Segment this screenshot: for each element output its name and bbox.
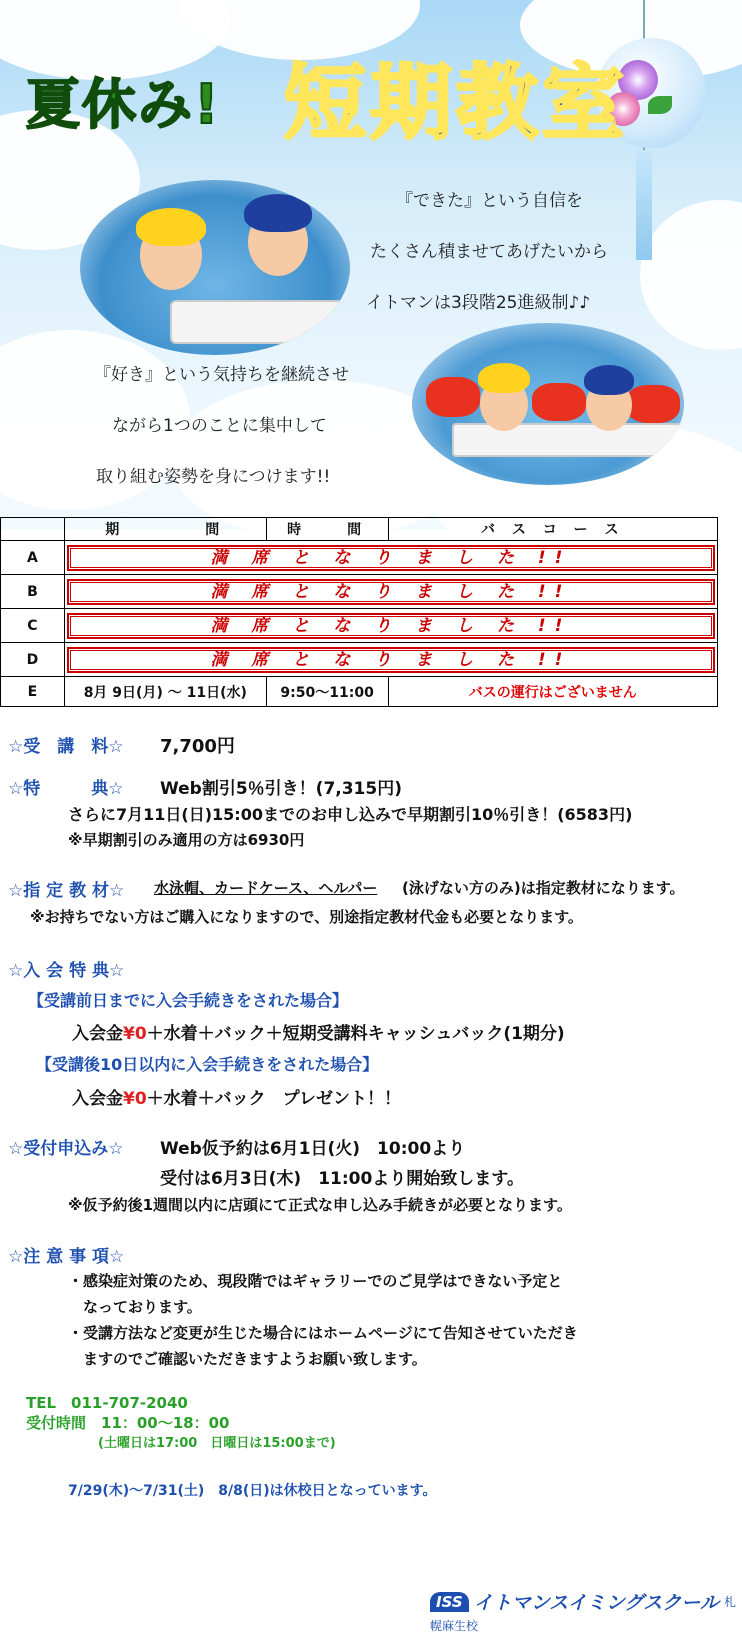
apply-line-3: ※仮予約後1週間以内に店頭にて正式な申し込み手続きが必要となります。 xyxy=(68,1196,572,1214)
row-label: E xyxy=(1,677,65,707)
apply-line-2: 受付は6月3日(木) 11:00より開始致します。 xyxy=(160,1169,524,1189)
materials-items: 水泳帽、カードケース、ヘルパー xyxy=(154,879,378,897)
notes-line-3: ・受講方法など変更が生じた場合にはホームページにて告知させていただき xyxy=(68,1324,578,1342)
hero-line-left-3: 取り組む姿勢を身につけます!! xyxy=(96,467,331,487)
apply-line-1: Web仮予約は6月1日(火) 10:00より xyxy=(160,1139,466,1159)
benefit-2-rest: ＋水着＋バック プレゼント！！ xyxy=(146,1089,401,1109)
sold-out-notice: 満 席 と な り ま し た !! xyxy=(67,579,715,605)
entry-fee-label: 入会金 xyxy=(72,1089,123,1109)
membership-benefit-1 xyxy=(72,1019,565,1044)
header-blank xyxy=(1,518,65,541)
table-row xyxy=(1,541,718,575)
row-label: A xyxy=(1,541,65,575)
header-bus: バ ス コ ー ス xyxy=(388,518,717,541)
notes-line-4: ますのでご確認いただきますようお願い致します。 xyxy=(68,1350,427,1368)
photo-kids-floaties xyxy=(412,323,684,485)
hero-line-left-1: 『好き』という気持ちを継続させ xyxy=(94,365,349,385)
materials-label: ☆指 定 教 材☆ xyxy=(8,881,125,901)
materials-note: ※お持ちでない方はご購入になりますので、別途指定教材代金も必要となります。 xyxy=(30,908,583,926)
hero-banner xyxy=(0,0,742,530)
notes-line-1: ・感染症対策のため、現段階ではギャラリーでのご見学はできない予定と xyxy=(68,1272,563,1290)
membership-label: ☆入 会 特 典☆ xyxy=(8,961,125,981)
photo-kids-pool xyxy=(80,180,350,355)
period-cell: 8月 9日(月) ～ 11日(水) xyxy=(64,677,266,707)
fee-label: ☆受 講 料☆ xyxy=(8,737,124,757)
fee-value: 7,700円 xyxy=(160,736,235,757)
time-cell: 9:50～11:00 xyxy=(266,677,388,707)
table-row xyxy=(1,643,718,677)
contact-hours: 受付時間 11：00～18：00 xyxy=(26,1414,230,1432)
benefit-1-rest: ＋水着＋バック＋短期受講料キャッシュバック(1期分) xyxy=(146,1024,565,1044)
title-summer: 夏休み! xyxy=(26,73,221,136)
full-cell xyxy=(64,643,717,677)
leaf-icon xyxy=(648,96,672,114)
special-line-2: さらに7月11日(日)15:00までのお申し込みで早期割引10％引き！(6583円) xyxy=(68,805,633,824)
sold-out-notice: 満 席 と な り ま し た !! xyxy=(67,613,715,639)
full-cell xyxy=(64,541,717,575)
table-row xyxy=(1,677,718,707)
special-label: ☆特 典☆ xyxy=(8,779,124,799)
entry-fee-zero: ¥0 xyxy=(123,1024,147,1044)
header-time: 時 間 xyxy=(266,518,388,541)
iss-logo-mark: ISS xyxy=(430,1592,469,1612)
sold-out-notice: 満 席 と な り ま し た !! xyxy=(67,545,715,571)
hero-line-right-1: 『できた』という自信を xyxy=(396,191,583,211)
schedule-table xyxy=(0,517,718,707)
row-label: C xyxy=(1,609,65,643)
entry-fee-label: 入会金 xyxy=(72,1024,123,1044)
page-title: 短期教室 xyxy=(284,56,629,151)
header-period: 期 間 xyxy=(64,518,266,541)
contact-tel: TEL 011-707-2040 xyxy=(26,1394,188,1412)
special-line-1: Web割引5％引き！(7,315円) xyxy=(160,779,402,799)
branch-name: 札幌麻生校 xyxy=(430,1595,736,1633)
table-row xyxy=(1,609,718,643)
special-line-3: ※早期割引のみ適用の方は6930円 xyxy=(68,831,305,849)
table-header-row xyxy=(1,518,718,541)
entry-fee-zero: ¥0 xyxy=(123,1089,147,1109)
table-row xyxy=(1,575,718,609)
holiday-notice: 7/29(木)～7/31(土) 8/8(日)は休校日となっています。 xyxy=(68,1483,437,1499)
full-cell xyxy=(64,609,717,643)
membership-benefit-2 xyxy=(72,1084,401,1109)
membership-case-1: 【受講前日までに入会手続きをされた場合】 xyxy=(28,991,349,1010)
hero-line-right-2: たくさん積ませてあげたいから xyxy=(370,242,608,262)
bus-cell: バスの運行はございません xyxy=(388,677,717,707)
materials-rest: (泳げない方のみ)は指定教材になります。 xyxy=(402,879,685,897)
apply-label: ☆受付申込み☆ xyxy=(8,1139,124,1159)
notes-label: ☆注 意 事 項☆ xyxy=(8,1247,125,1267)
hero-line-left-2: ながら1つのことに集中して xyxy=(112,416,327,436)
notes-line-2: なっております。 xyxy=(68,1298,202,1316)
wind-chime-paper xyxy=(636,150,652,260)
full-cell xyxy=(64,575,717,609)
membership-case-2: 【受講後10日以内に入会手続きをされた場合】 xyxy=(36,1055,379,1074)
row-label: B xyxy=(1,575,65,609)
contact-hours-note: (土曜日は17:00 日曜日は15:00まで) xyxy=(98,1436,336,1451)
school-logo xyxy=(430,1588,742,1634)
sold-out-notice: 満 席 と な り ま し た !! xyxy=(67,647,715,673)
row-label: D xyxy=(1,643,65,677)
hero-line-right-3: イトマンは3段階25進級制♪♪ xyxy=(366,293,591,313)
school-name: イトマンスイミングスクール xyxy=(473,1592,719,1614)
